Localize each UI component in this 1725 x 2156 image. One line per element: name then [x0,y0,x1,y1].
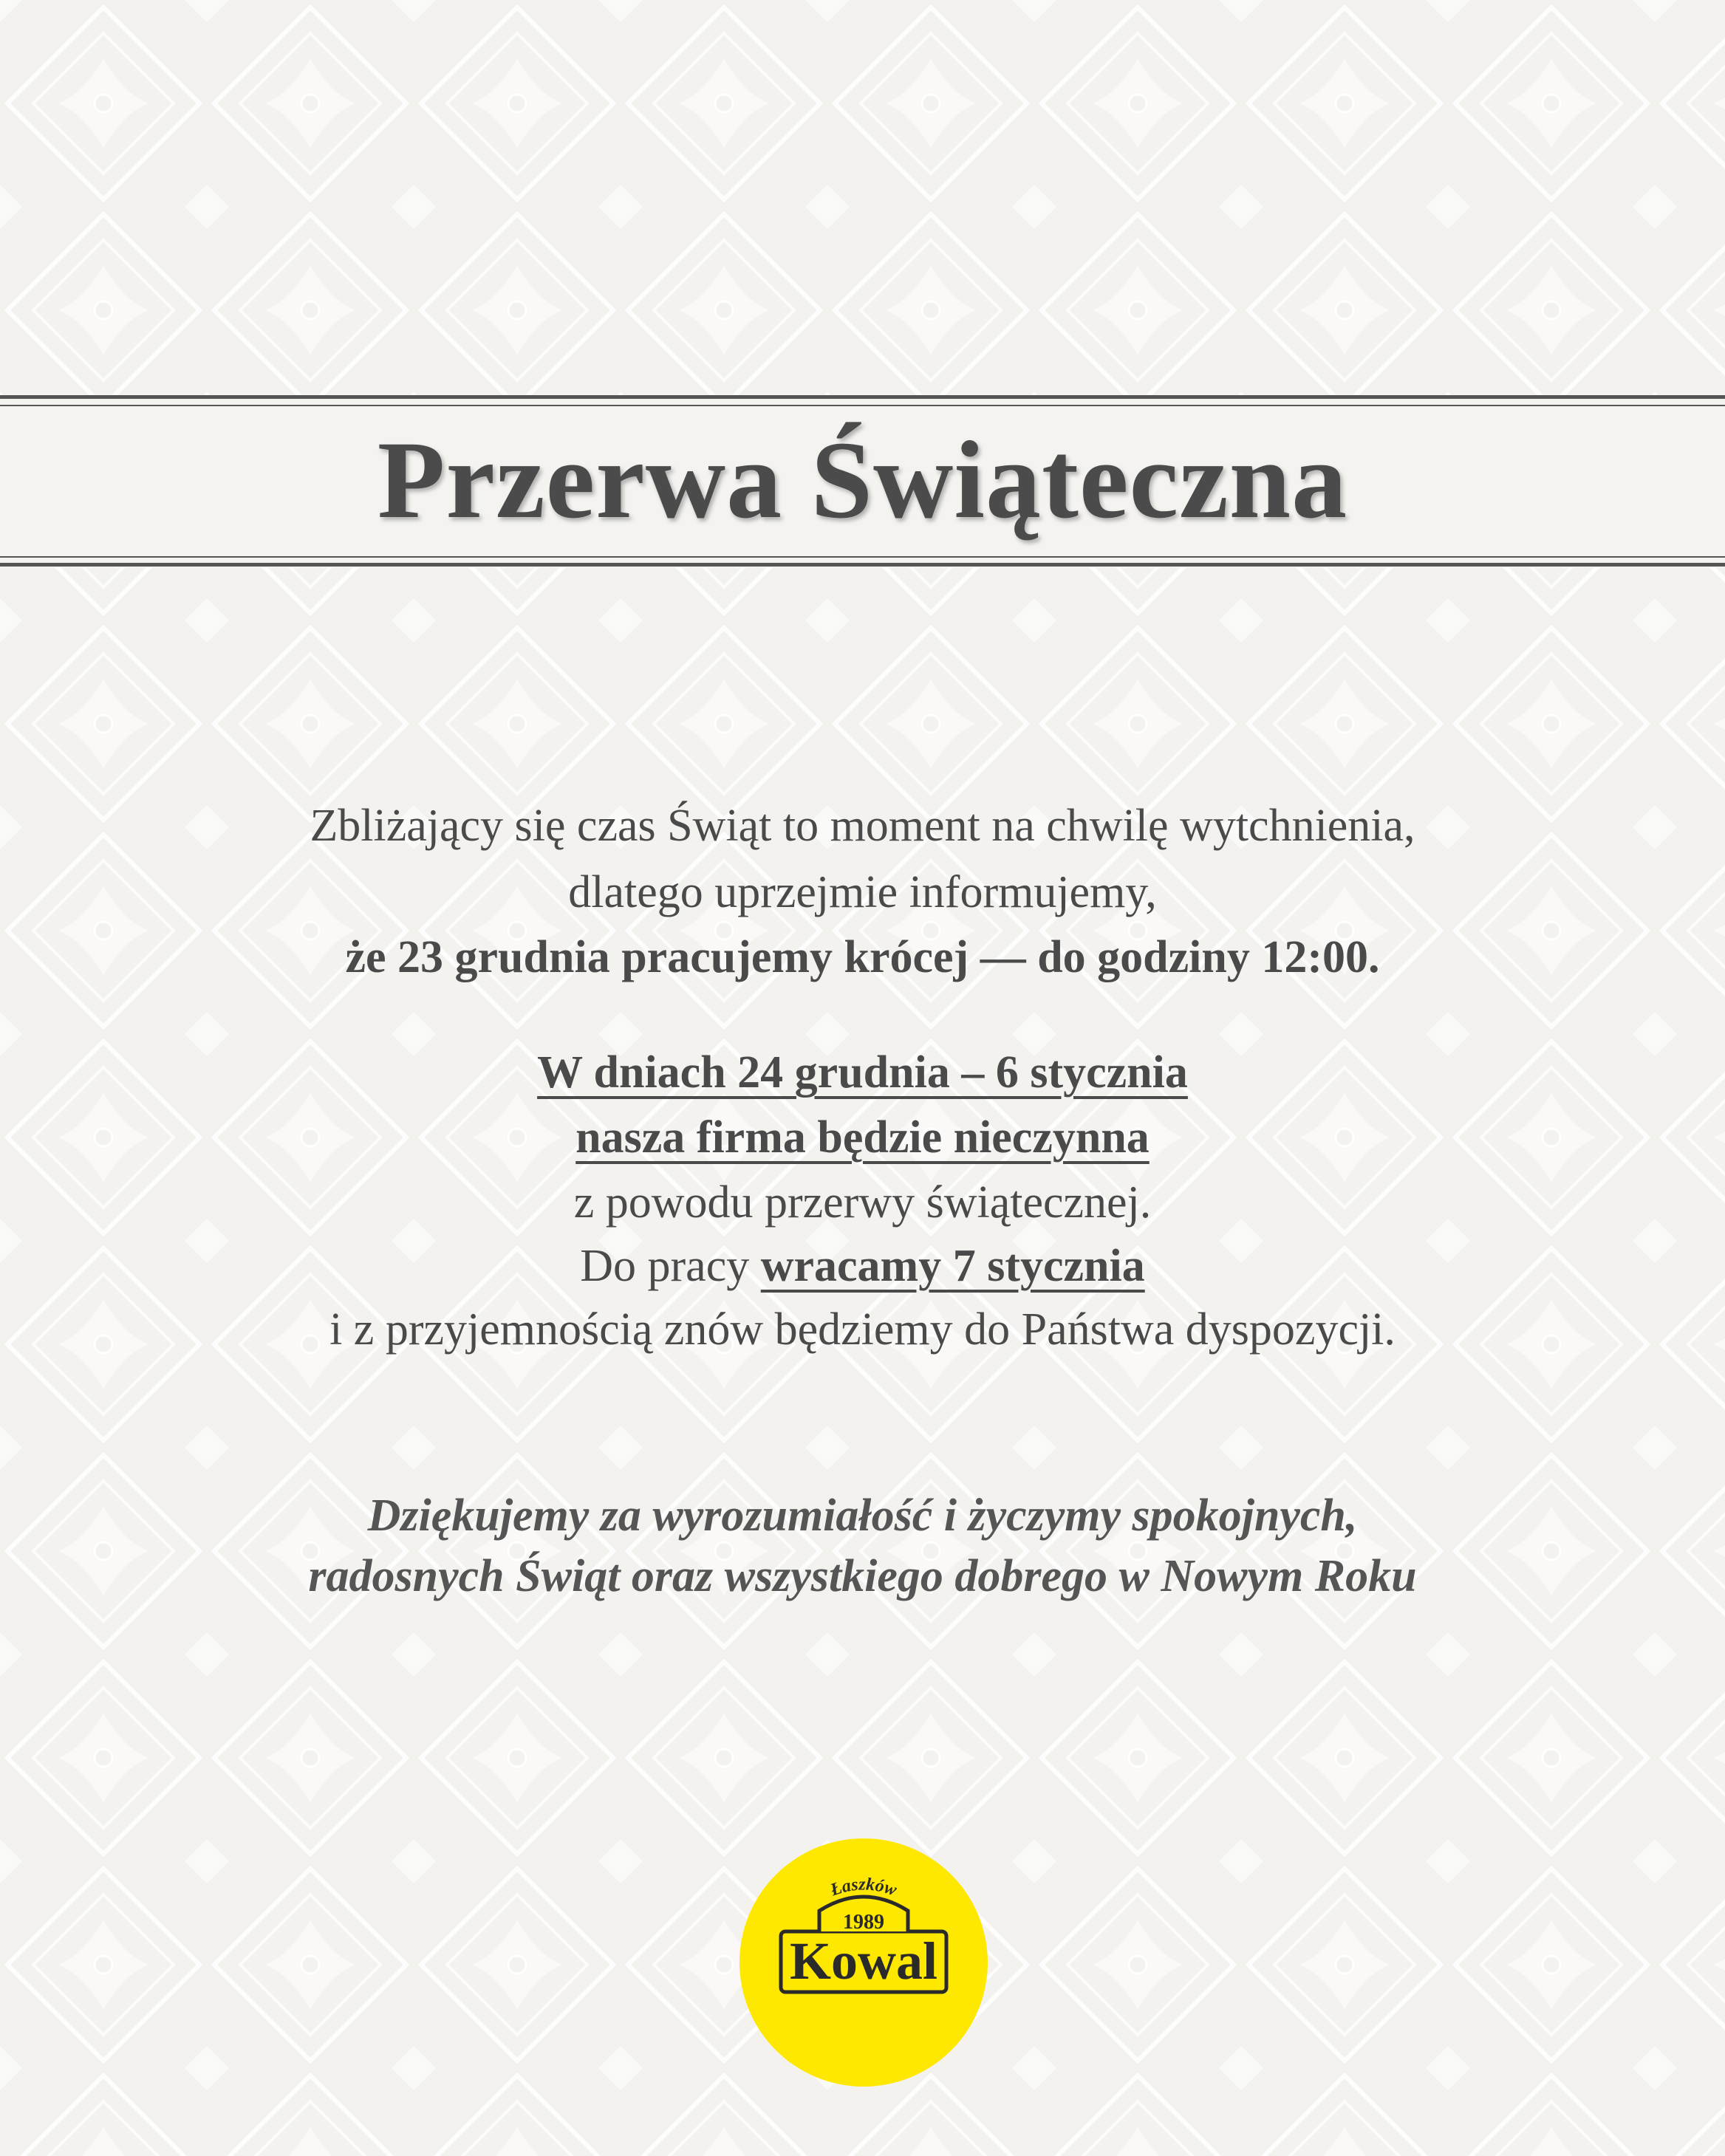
return-date: wracamy 7 stycznia [760,1241,1145,1291]
closing-line-1: Dziękujemy za wyrozumiałość i życzymy spokojnych, [367,1491,1358,1541]
closure-dates [0,1043,1725,1102]
closing-line-2: radosnych Świąt oraz wszystkiego dobrego w Nowym Roku [308,1551,1417,1601]
intro-line-1: Zbliżający się czas Świąt to moment na chwilę wytchnienia, [310,801,1415,851]
logo-brand-name: Kowal [789,1931,938,1991]
intro-line-3-short-day: że 23 grudnia pracujemy krócej — do godziny 12:00. [345,932,1380,982]
kowal-logo [738,1837,989,2088]
title-top-rule-inner [0,405,1725,406]
page-title: Przerwa Świąteczna [377,419,1348,541]
closure-status [0,1108,1725,1167]
availability-line: i z przyjemnością znów będziemy do Państwa dyspozycji. [329,1304,1396,1355]
closure-reason: z powodu przerwy świątecznej. [573,1177,1152,1228]
logo-year: 1989 [843,1911,884,1934]
title-bottom-rule-inner [0,556,1725,558]
logo-arc-text: Łaszków [827,1875,899,1900]
title-bottom-rule-outer [0,563,1725,567]
title-top-rule-outer [0,395,1725,399]
return-prefix: Do pracy [580,1241,761,1291]
return-line [0,1236,1725,1296]
closure-status-text: nasza firma będzie nieczynna [575,1112,1150,1163]
closure-dates-text: W dniach 24 grudnia – 6 stycznia [537,1047,1188,1098]
intro-line-2: dlatego uprzejmie informujemy, [568,867,1157,917]
